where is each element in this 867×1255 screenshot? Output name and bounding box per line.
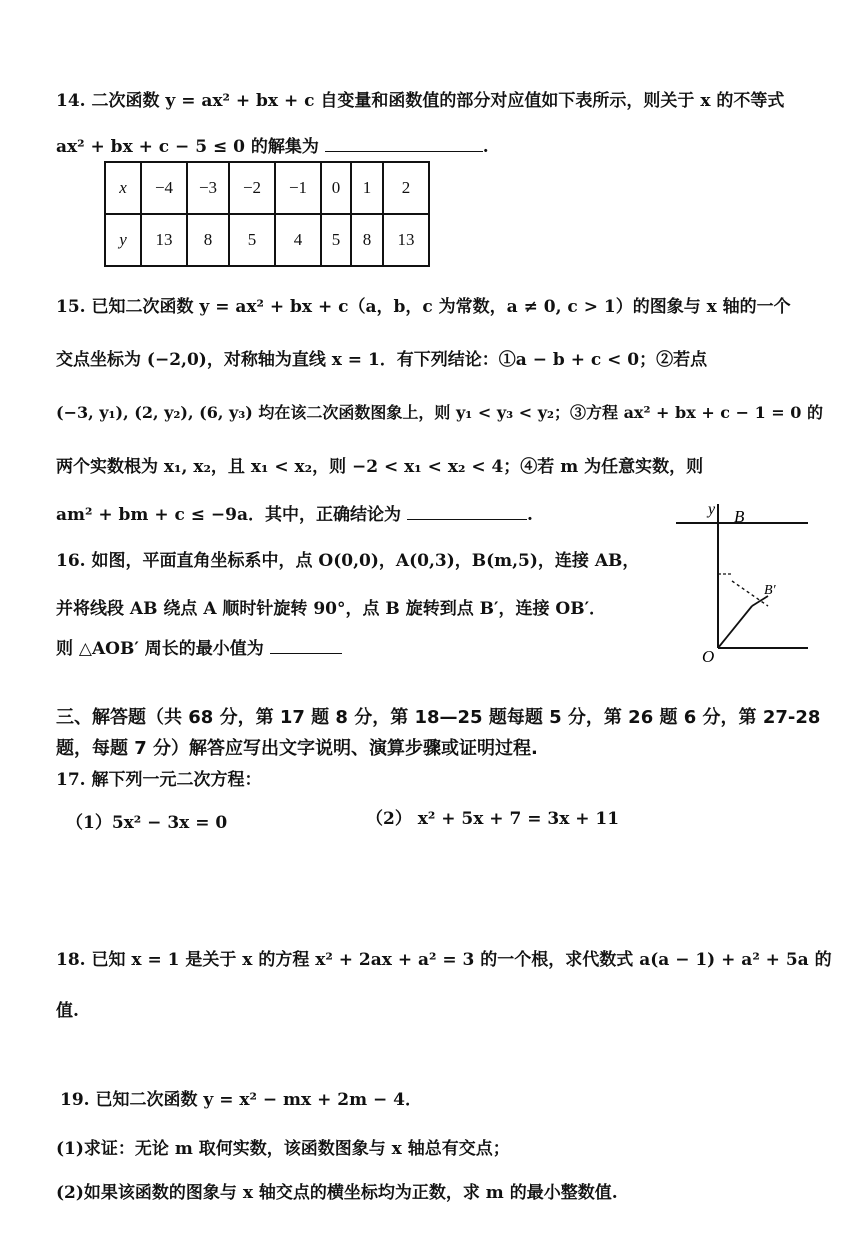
table-cell: −2 (229, 162, 275, 214)
q19-part1: (1)求证：无论 m 取何实数，该函数图象与 x 轴总有交点； (56, 1139, 510, 1159)
point-b-label: B (734, 507, 745, 526)
table-cell: −4 (141, 162, 187, 214)
table-cell: 13 (383, 214, 429, 266)
table-cell: y (105, 214, 141, 266)
table-cell: x (105, 162, 141, 214)
q17-title: 17. 解下列一元二次方程： (56, 770, 262, 790)
q15-line5-text: am² + bm + c ≤ −9a．其中，正确结论为 (56, 505, 402, 525)
q16-line2: 并将线段 AB 绕点 A 顺时针旋转 90°，点 B 旋转到点 B′，连接 OB′． (56, 599, 607, 619)
table-cell: 4 (275, 214, 321, 266)
point-b-prime-label: B′ (764, 583, 776, 598)
table-cell: 8 (351, 214, 383, 266)
y-axis-label: y (708, 501, 716, 518)
q16-line1: 16. 如图，平面直角坐标系中，点 O(0,0)，A(0,3)，B(m,5)，连接 AB， (56, 551, 640, 571)
q16-line3 (56, 634, 342, 659)
q17-part1: （1）5x² − 3x = 0 (66, 813, 228, 833)
q19-part2: (2)如果该函数的图象与 x 轴交点的横坐标均为正数，求 m 的最小整数值. (56, 1183, 618, 1203)
origin-label: O (702, 647, 715, 666)
table-cell: 5 (321, 214, 351, 266)
section3-line1: 三、解答题（共 68 分，第 17 题 8 分，第 18—25 题每题 5 分，第 26 题 6 分，第 27-28 (56, 707, 821, 728)
value-table (104, 161, 430, 267)
segment-ob-prime (718, 606, 752, 648)
q16-line3-text: 则 △AOB′ 周长的最小值为 (56, 639, 264, 659)
q14-answer-blank (325, 137, 483, 152)
q15-line5: am² + bm + c ≤ −9a．其中，正确结论为 . (56, 505, 533, 525)
q18-line1: 18. 已知 x = 1 是关于 x 的方程 x² + 2ax + a² = 3 的一个根，求代数式 a(a − 1) + a² + 5a 的 (56, 950, 832, 970)
segment-ab-prime (732, 581, 768, 606)
q15-line4: 两个实数根为 x₁, x₂，且 x₁ < x₂，则 −2 < x₁ < x₂ < 4；④若 m 为任意实数，则 (56, 457, 704, 477)
table-cell: −3 (187, 162, 229, 214)
q14-line2: ax² + bx + c − 5 ≤ 0 的解集为 . (56, 137, 489, 157)
table-cell: 0 (321, 162, 351, 214)
table-cell: −1 (275, 162, 321, 214)
q14-line1: 14. 二次函数 y = ax² + bx + c 自变量和函数值的部分对应值如下表所示，则关于 x 的不等式 (56, 91, 785, 111)
q14-line2-text: ax² + bx + c − 5 ≤ 0 的解集为 (56, 137, 319, 157)
table-cell: 5 (229, 214, 275, 266)
q15-line1: 15. 已知二次函数 y = ax² + bx + c（a，b，c 为常数，a ≠ 0, c > 1）的图象与 x 轴的一个 (56, 297, 791, 317)
table-cell: 1 (351, 162, 383, 214)
table-cell: 8 (187, 214, 229, 266)
table-cell: 2 (383, 162, 429, 214)
table-cell: 13 (141, 214, 187, 266)
q19-title: 19. 已知二次函数 y = x² − mx + 2m − 4． (60, 1090, 422, 1110)
q17-part2: （2） x² + 5x + 7 = 3x + 11 (366, 809, 620, 829)
q16-answer-blank (270, 639, 342, 654)
coordinate-figure (672, 496, 812, 666)
table-row-x (105, 162, 429, 214)
q15-line2: 交点坐标为 (−2,0)，对称轴为直线 x = 1．有下列结论：①a − b + c < 0；②若点 (56, 350, 708, 370)
q16-figure (672, 496, 812, 670)
table-row-y (105, 214, 429, 266)
q15-answer-blank (407, 505, 527, 520)
q15-line3: (−3, y₁), (2, y₂), (6, y₃) 均在该二次函数图象上，则 y₁ < y₃ < y₂；③方程 ax² + bx + c − 1 = 0 的 (56, 403, 823, 422)
q18-line2: 值. (56, 1001, 79, 1021)
section3-line2: 题，每题 7 分）解答应写出文字说明、演算步骤或证明过程. (56, 738, 538, 759)
